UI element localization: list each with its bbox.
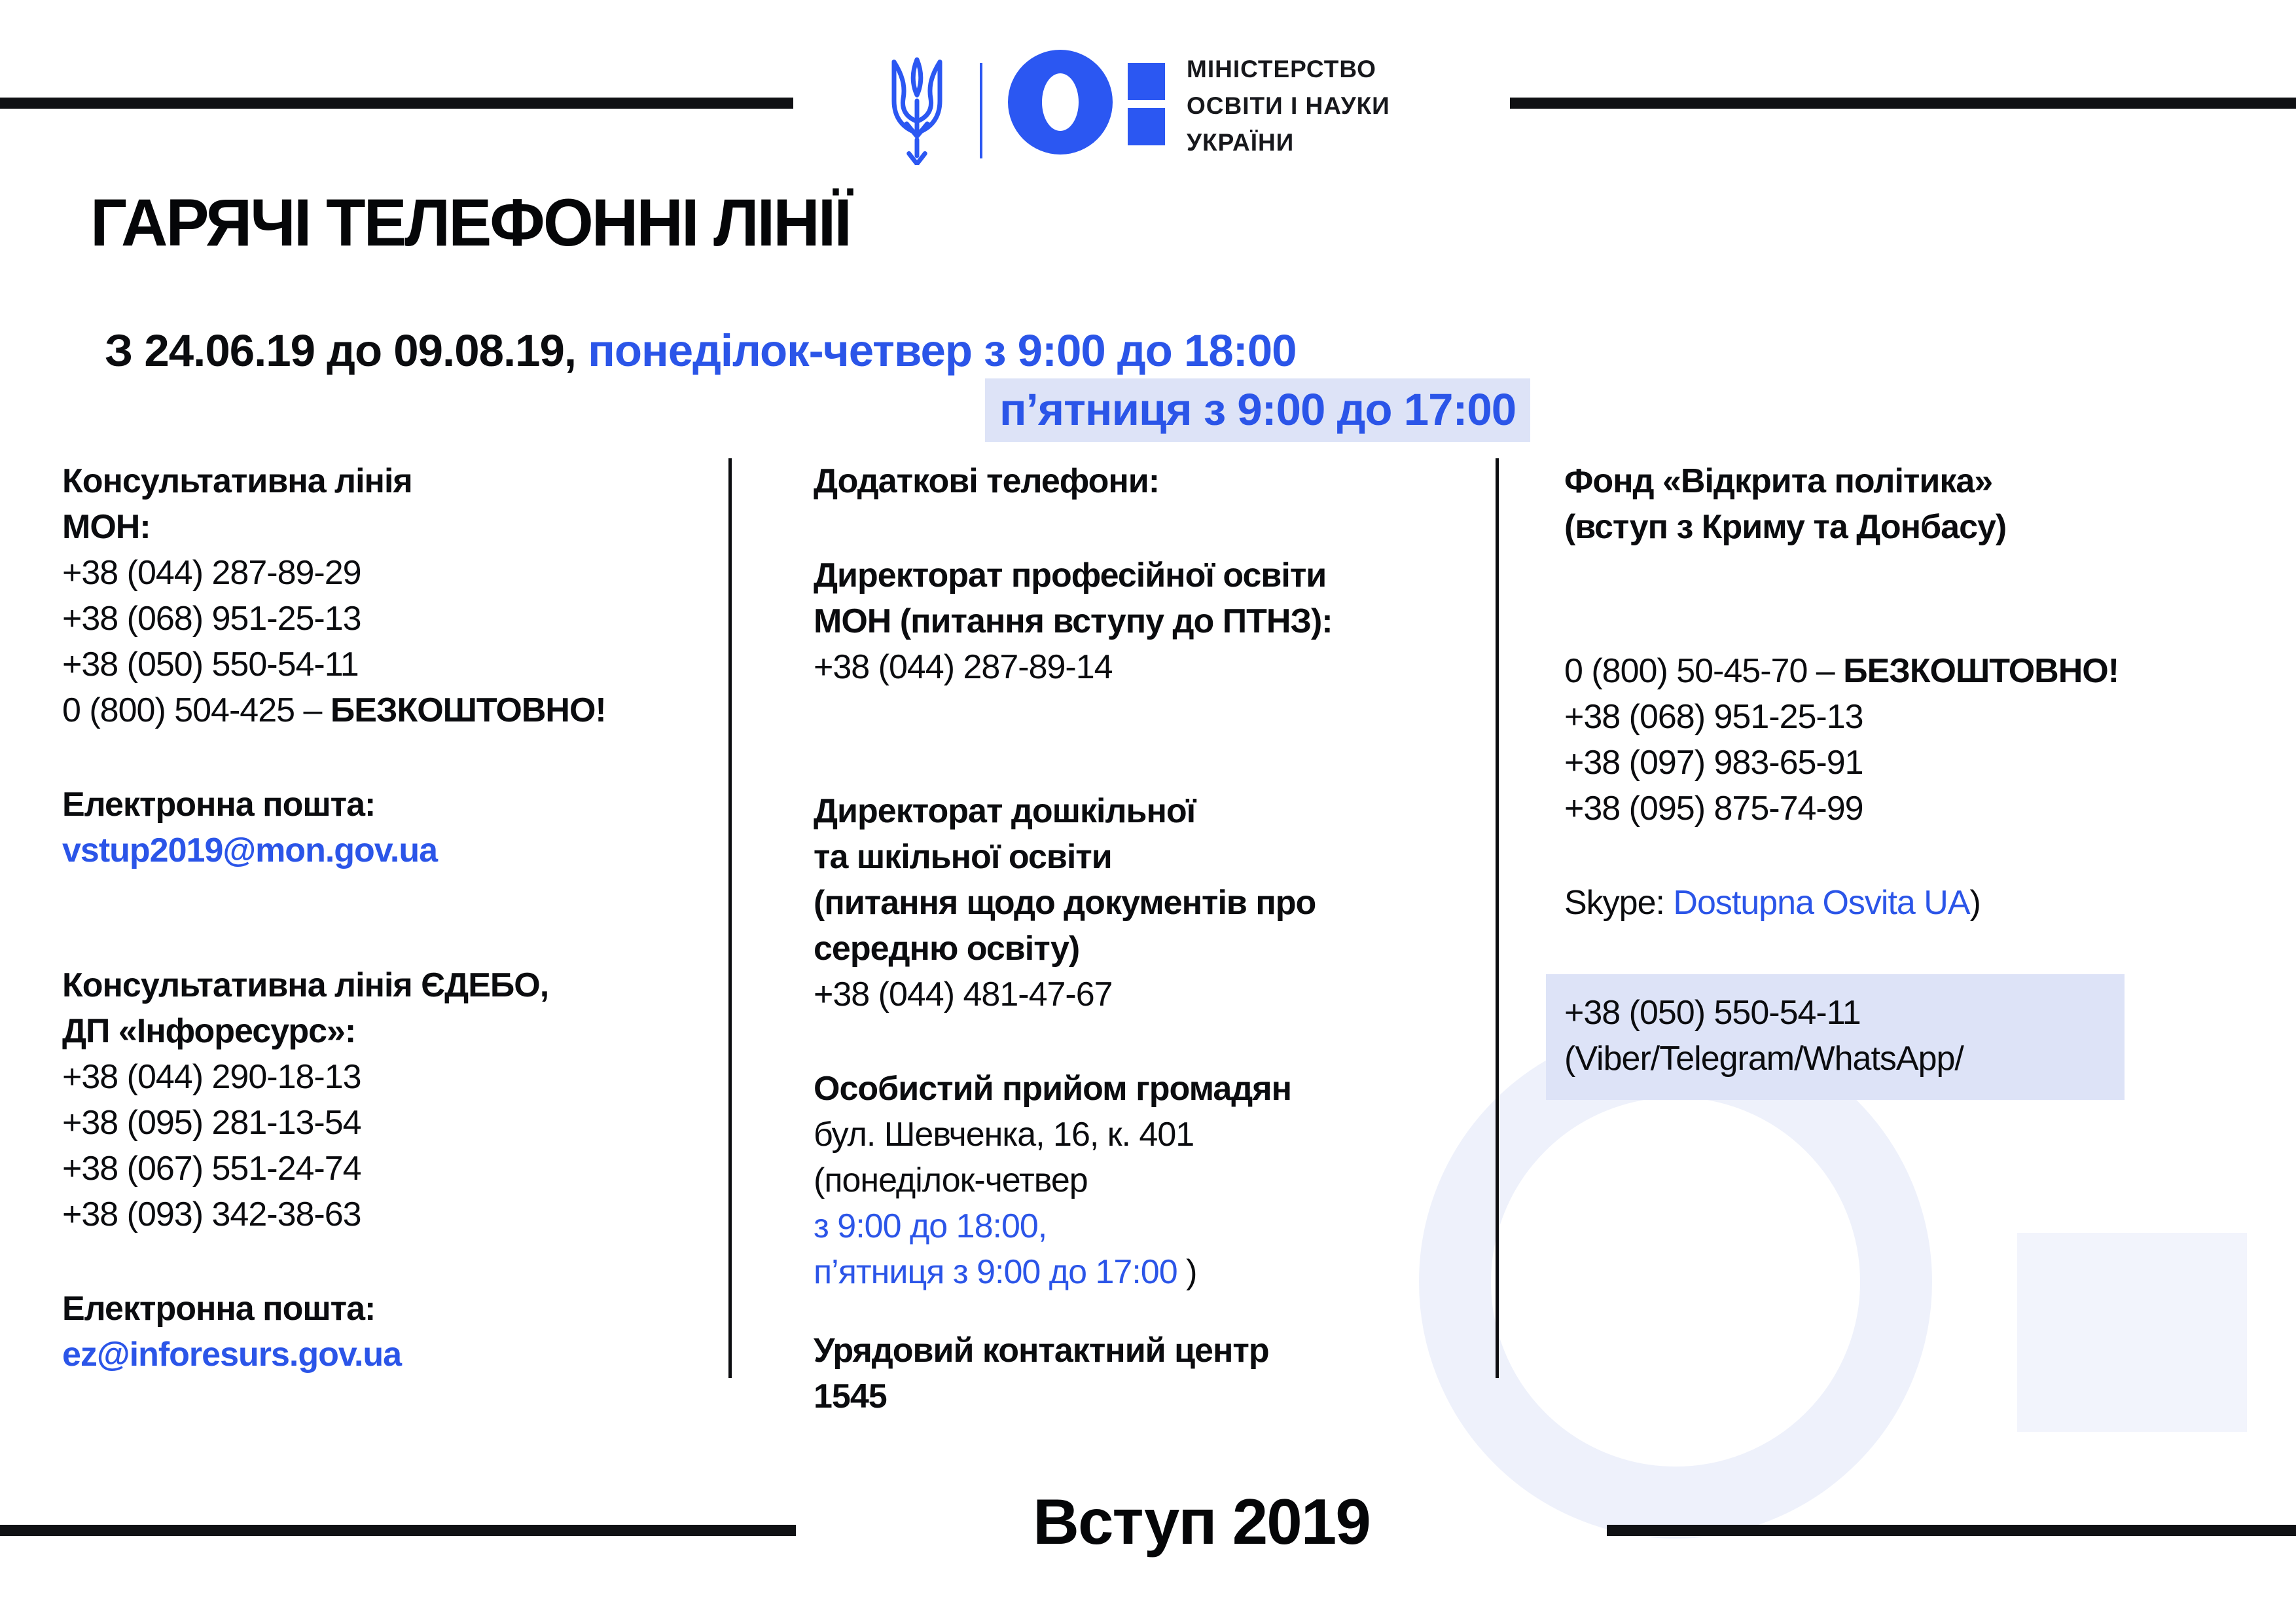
ministry-line-1: МІНІСТЕРСТВО xyxy=(1187,56,1376,82)
ministry-line-2: ОСВІТИ І НАУКИ xyxy=(1187,92,1390,119)
text-line xyxy=(814,788,1488,834)
text-span: Особистий прийом громадян xyxy=(814,1070,1292,1108)
text-line xyxy=(814,553,1488,598)
open-policy-fund xyxy=(1564,458,2268,550)
skype-link[interactable]: Dostupna Osvita UA xyxy=(1673,884,1970,922)
text-span: (Viber/Telegram/WhatsApp/ xyxy=(1564,1040,1964,1078)
text-span: +38 (095) 281-13-54 xyxy=(62,1104,361,1142)
additional-phones-header xyxy=(814,458,1488,504)
text-span: Директорат професійної освіти xyxy=(814,556,1327,594)
text-span: +38 (044) 481-47-67 xyxy=(814,976,1113,1013)
text-span: середню освіту) xyxy=(814,930,1080,968)
text-span: БЕЗКОШТОВНО! xyxy=(1843,652,2119,690)
text-span: п’ятниця з 9:00 до 17:00 xyxy=(814,1253,1187,1291)
text-span: Електронна пошта: xyxy=(62,1290,376,1328)
edebo-consult-line xyxy=(62,962,717,1237)
text-span: +38 (097) 983-65-91 xyxy=(1564,744,1863,782)
text-span: Skype: xyxy=(1564,884,1674,922)
email-link[interactable]: vstup2019@mon.gov.ua xyxy=(62,831,437,869)
column-divider-2 xyxy=(1496,458,1499,1378)
text-line xyxy=(814,1158,1488,1203)
text-span: 0 (800) 50-45-70 – xyxy=(1564,652,1844,690)
text-line xyxy=(814,834,1488,880)
text-span: та шкільної освіти xyxy=(814,838,1112,876)
mon-o-logo-icon xyxy=(1008,50,1113,155)
text-line xyxy=(62,1146,717,1192)
text-line xyxy=(62,962,717,1008)
text-line xyxy=(1564,504,2268,550)
column-mon xyxy=(62,458,717,1377)
mon-o-logo-colon-top xyxy=(1128,63,1165,100)
text-line xyxy=(62,1054,717,1100)
text-line xyxy=(814,1203,1488,1249)
mon-email xyxy=(62,782,717,873)
text-line xyxy=(62,687,717,733)
text-line xyxy=(1564,740,2268,786)
text-span: Консультативна лінія ЄДЕБО, xyxy=(62,966,549,1004)
text-span: +38 (044) 287-89-29 xyxy=(62,554,361,592)
text-span: (понеділок-четвер xyxy=(814,1161,1088,1199)
ministry-wordmark xyxy=(1187,51,1390,161)
trident-icon xyxy=(878,55,956,165)
text-line xyxy=(62,1192,717,1237)
text-span: +38 (044) 290-18-13 xyxy=(62,1058,361,1096)
text-span: з 9:00 до 18:00, xyxy=(814,1207,1047,1245)
schedule-weekdays: понеділок-четвер з 9:00 до 18:00 xyxy=(588,325,1297,376)
text-span: БЕЗКОШТОВНО! xyxy=(330,691,606,729)
mon-consult-line xyxy=(62,458,717,733)
text-span: ДП «Інфоресурс»: xyxy=(62,1012,356,1050)
directorate-vocational xyxy=(814,553,1488,690)
text-line xyxy=(62,1332,717,1377)
footer-title: Вступ 2019 xyxy=(1033,1486,1370,1558)
text-line xyxy=(814,1249,1488,1295)
text-span: Додаткові телефони: xyxy=(814,462,1160,500)
text-line xyxy=(1564,990,2125,1036)
text-line xyxy=(62,1008,717,1054)
text-line xyxy=(814,598,1488,644)
text-line xyxy=(62,596,717,642)
text-line xyxy=(62,550,717,596)
schedule-period: З 24.06.19 до 09.08.19, xyxy=(105,325,588,376)
schedule-line-2-highlighted: п’ятниця з 9:00 до 17:00 xyxy=(985,378,1530,442)
text-span: бул. Шевченка, 16, к. 401 xyxy=(814,1116,1194,1154)
text-span: +38 (044) 287-89-14 xyxy=(814,648,1113,686)
ministry-line-3: УКРАЇНИ xyxy=(1187,129,1295,156)
text-line xyxy=(814,880,1488,926)
text-line xyxy=(62,504,717,550)
text-span: (вступ з Криму та Донбасу) xyxy=(1564,508,2007,546)
text-line xyxy=(1564,458,2268,504)
text-line xyxy=(1564,648,2268,694)
top-right-bar xyxy=(1510,98,2296,109)
mon-o-logo-colon-bottom xyxy=(1128,108,1165,145)
logo-separator-line xyxy=(980,63,982,158)
text-line xyxy=(814,458,1488,504)
text-span: Урядовий контактний центр xyxy=(814,1332,1269,1370)
text-line xyxy=(814,1374,1488,1419)
text-span: +38 (050) 550-54-11 xyxy=(62,646,359,684)
text-span: ) xyxy=(1186,1253,1197,1291)
text-span: МОН (питання вступу до ПТНЗ): xyxy=(814,602,1333,640)
text-span: 0 (800) 504-425 – xyxy=(62,691,331,729)
text-line xyxy=(814,972,1488,1017)
text-span: Консультативна лінія xyxy=(62,462,412,500)
inforesurs-email xyxy=(62,1286,717,1377)
open-policy-phones xyxy=(1564,648,2268,831)
skype-line xyxy=(1564,880,2268,926)
directorate-preschool xyxy=(814,788,1488,1017)
text-line xyxy=(814,1328,1488,1374)
text-line xyxy=(62,458,717,504)
text-line xyxy=(814,644,1488,690)
text-line xyxy=(62,1100,717,1146)
text-line xyxy=(1564,880,2268,926)
gov-contact-center xyxy=(814,1328,1488,1419)
bottom-left-bar xyxy=(0,1525,796,1536)
text-line xyxy=(814,1066,1488,1112)
text-line xyxy=(1564,1036,2125,1082)
page-title: ГАРЯЧІ ТЕЛЕФОННІ ЛІНІЇ xyxy=(90,185,850,260)
text-span: +38 (068) 951-25-13 xyxy=(62,600,361,638)
column-open-policy xyxy=(1564,458,2268,1100)
personal-reception xyxy=(814,1066,1488,1295)
text-span: ) xyxy=(1969,884,1981,922)
text-span: +38 (095) 875-74-99 xyxy=(1564,790,1863,828)
text-span: +38 (093) 342-38-63 xyxy=(62,1195,361,1233)
text-line xyxy=(62,1286,717,1332)
text-span: (питання щодо документів про xyxy=(814,884,1316,922)
text-span: +38 (050) 550-54-11 xyxy=(1564,994,1861,1032)
text-span: 1545 xyxy=(814,1377,887,1415)
text-line xyxy=(1564,694,2268,740)
text-line xyxy=(814,1112,1488,1158)
text-span: Директорат дошкільної xyxy=(814,792,1196,830)
text-span: +38 (067) 551-24-74 xyxy=(62,1150,361,1188)
text-line xyxy=(814,926,1488,972)
text-line xyxy=(62,642,717,687)
watermark-square xyxy=(2017,1233,2247,1432)
text-line xyxy=(62,828,717,873)
text-line xyxy=(62,782,717,828)
messengers xyxy=(1546,974,2125,1100)
schedule-line-1 xyxy=(105,325,1296,376)
text-span: +38 (068) 951-25-13 xyxy=(1564,698,1863,736)
text-span: Електронна пошта: xyxy=(62,786,376,824)
column-additional xyxy=(814,458,1488,1419)
top-left-bar xyxy=(0,98,793,109)
text-span: МОН: xyxy=(62,508,151,546)
text-span: Фонд «Відкрита політика» xyxy=(1564,462,1993,500)
email-link[interactable]: ez@inforesurs.gov.ua xyxy=(62,1336,402,1374)
text-line xyxy=(1564,786,2268,831)
column-divider-1 xyxy=(728,458,732,1378)
bottom-right-bar xyxy=(1607,1525,2296,1536)
